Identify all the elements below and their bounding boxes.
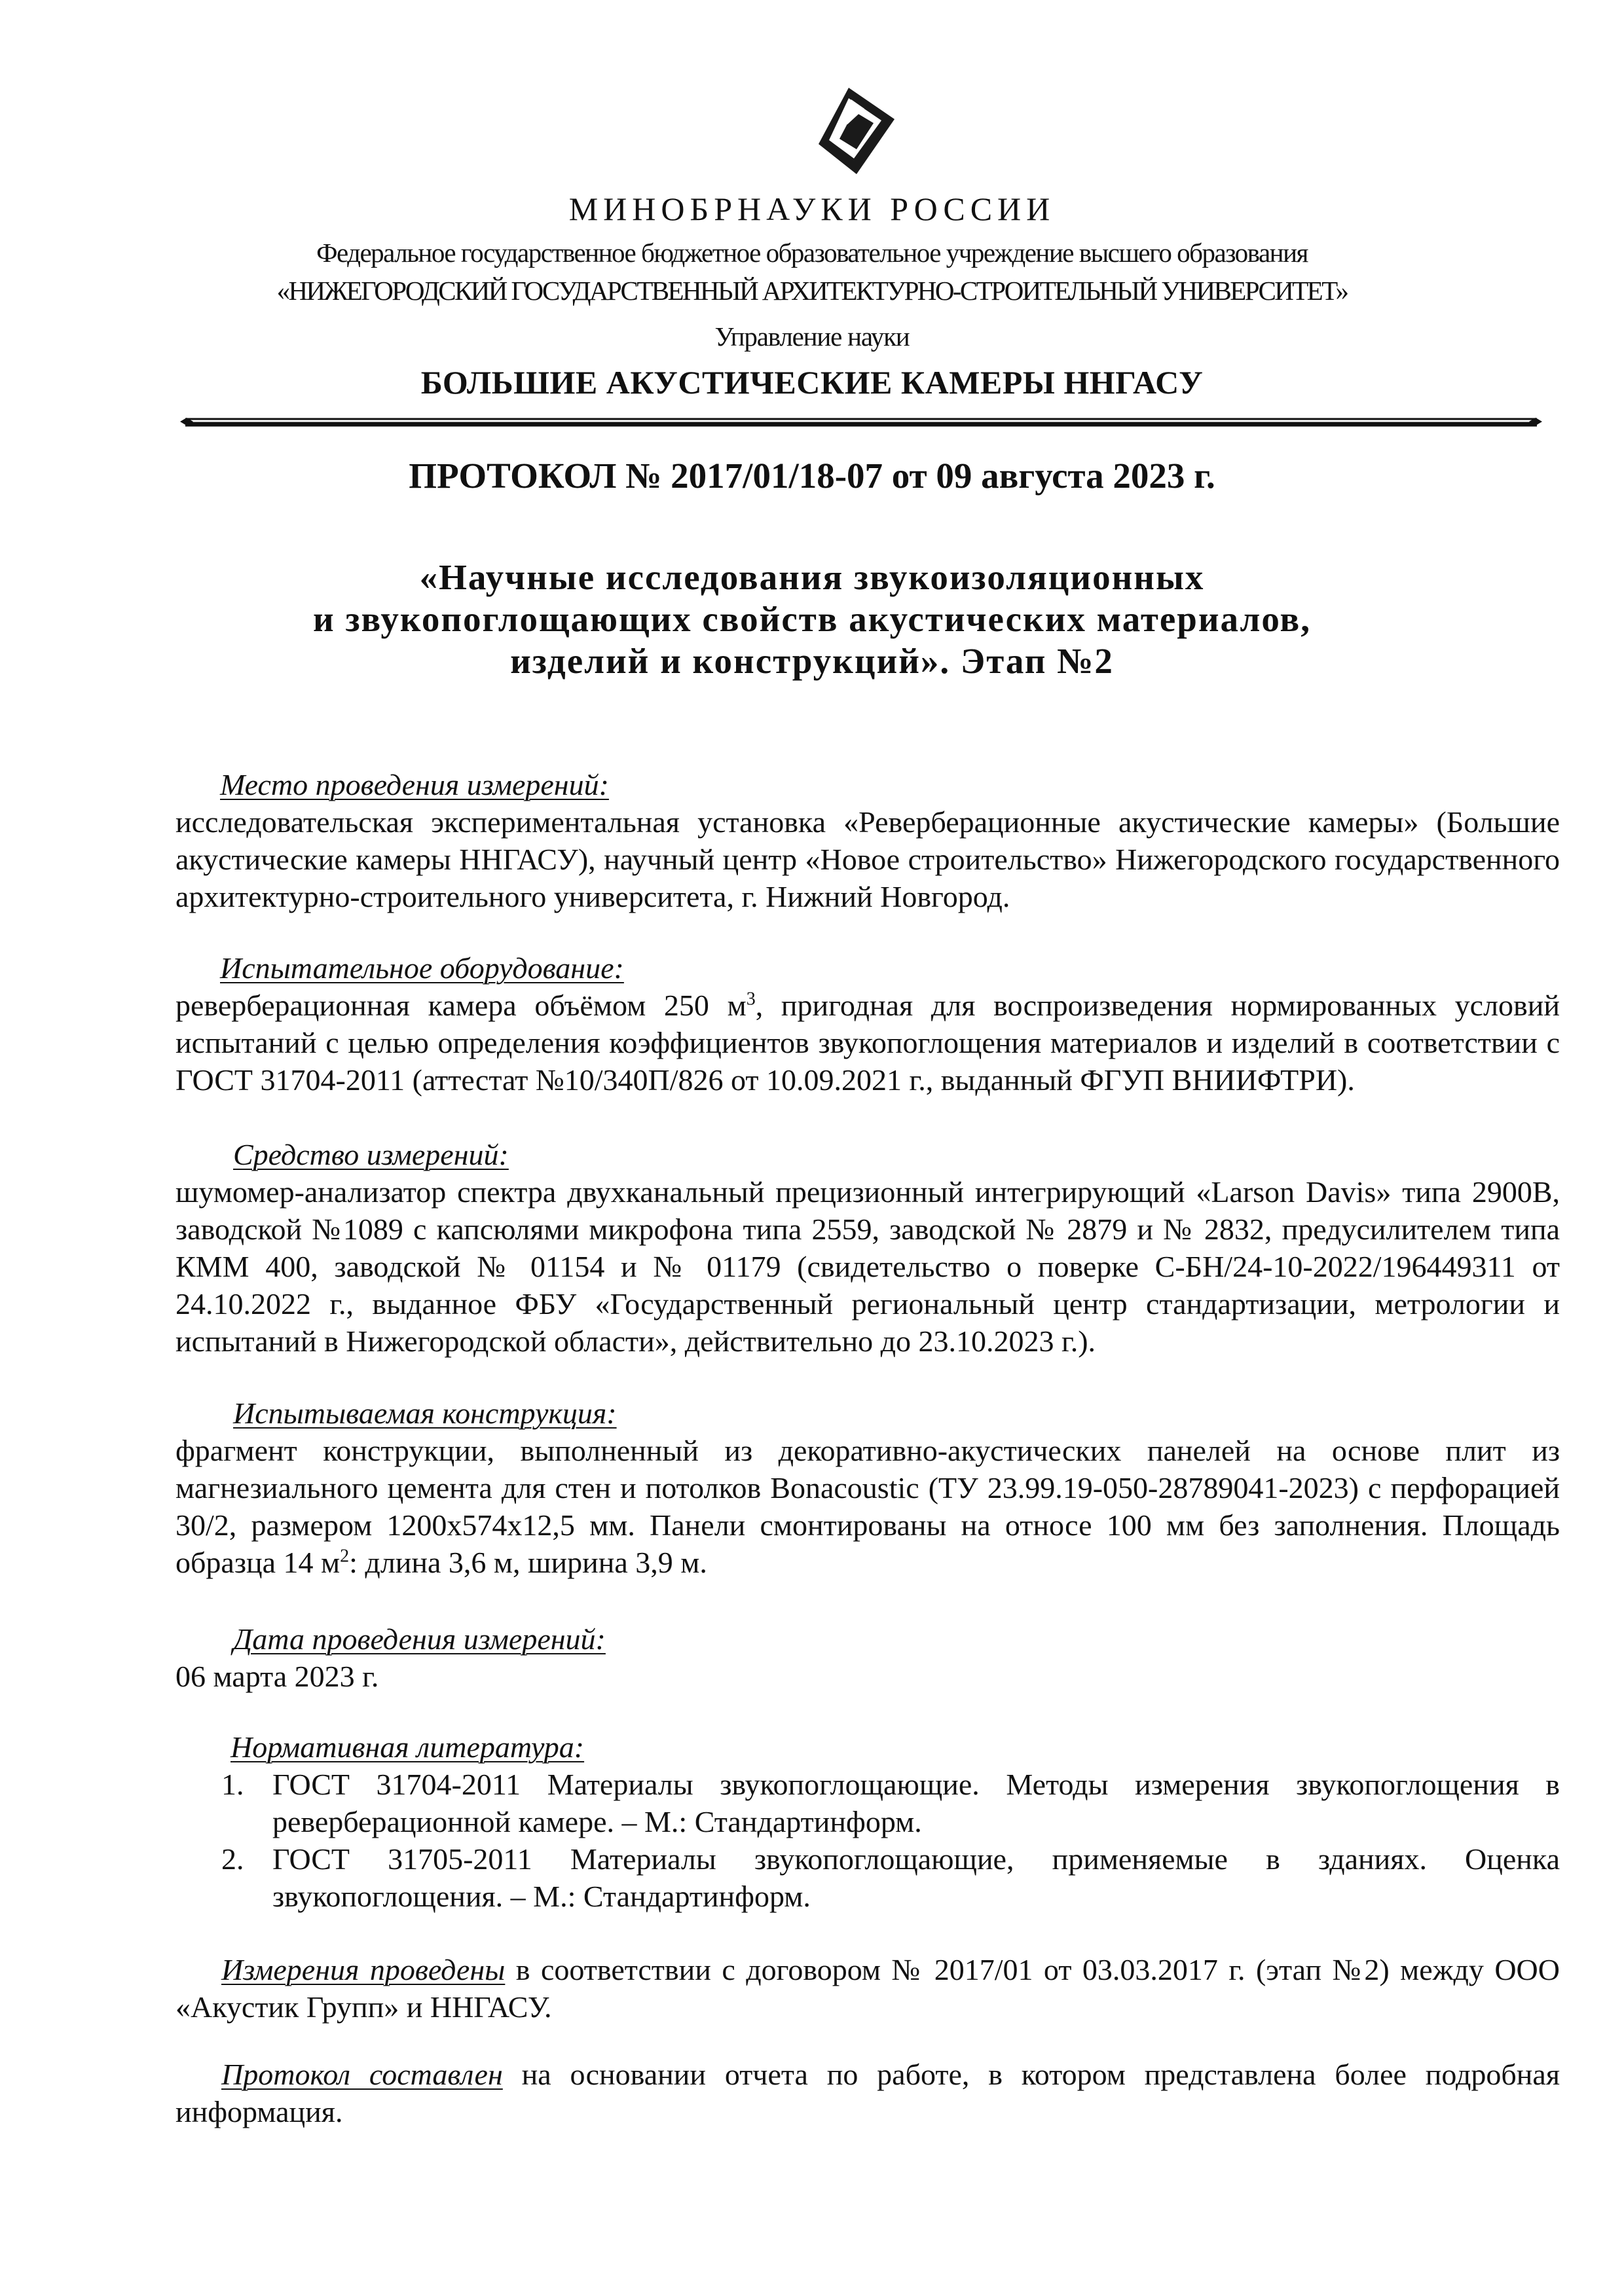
section-contract [175, 1951, 1560, 2026]
location-text: исследовательская экспериментальная установка «Реверберационные акустические камеры» (Большие акустические камеры ННГАСУ), научный центр «Новое строительство» Нижегородского государственного архитектурно-строительного университета, г. Нижний Новгород. [175, 805, 1560, 913]
section-specimen [175, 1394, 1560, 1581]
institution-type: Федеральное государственное бюджетное образовательное учреждение высшего образования [316, 238, 1308, 268]
instrument-label: Средство измерений: [233, 1138, 509, 1171]
contract-text: в соответствии с договором № 2017/01 от 03.03.2017 г. (этап №2) между ООО «Акустик Групп» и ННГАСУ. [175, 1953, 1560, 2024]
location-label: Место проведения измерений: [220, 768, 609, 801]
section-date [175, 1620, 1560, 1695]
contract-label: Измерения проведены [221, 1953, 506, 1986]
list-item: 2. ГОСТ 31705-2011 Материалы звукопоглощающие, применяемые в зданиях. Оценка звукопоглощения. – М.: Стандартинформ. [221, 1842, 1560, 1913]
department-name: Управление науки [714, 321, 910, 352]
lab-name: БОЛЬШИЕ АКУСТИЧЕСКИЕ КАМЕРЫ ННГАСУ [420, 364, 1204, 401]
report-text: на основании отчета по работе, в котором представлена более подробная информация. [175, 2058, 1560, 2128]
section-location [175, 766, 1560, 915]
research-title [0, 556, 1624, 682]
protocol-title: ПРОТОКОЛ № 2017/01/18-07 от 09 августа 2023 г. [409, 456, 1215, 496]
date-label: Дата проведения измерений: [233, 1622, 606, 1656]
university-name: «НИЖЕГОРОДСКИЙ ГОСУДАРСТВЕННЫЙ АРХИТЕКТУРНО-СТРОИТЕЛЬНЫЙ УНИВЕРСИТЕТ» [276, 276, 1348, 306]
ministry-name: МИНОБРНАУКИ РОССИИ [568, 191, 1056, 227]
research-title-line-3: изделий и конструкций». Этап №2 [510, 641, 1114, 681]
research-title-line-2: и звукопоглощающих свойств акустических материалов, [313, 599, 1311, 639]
date-text: 06 марта 2023 г. [175, 1660, 379, 1693]
header-divider [180, 412, 1542, 432]
equipment-text: реверберационная камера объёмом 250 $м^3$, пригодная для воспроизведения нормированных условий испытаний с целью определения коэффициентов звукопоглощения материалов и изделий в соответствии с ГОСТ 31704-2011 (аттестат №10/340П/826 от 10.09.2021 г., выданный ФГУП ВНИИФТРИ). [175, 989, 1560, 1097]
section-report [175, 2056, 1560, 2130]
specimen-text: фрагмент конструкции, выполненный из декоративно-акустических панелей на основе плит из магнезиального цемента для стен и потолков Bonacoustic (ТУ 23.99.19-050-28789041-2023) с перфорацией 30/2, размером 1200x574x12,5 мм. Панели смонтированы на относе 100 мм без заполнения. Площадь образца 14 $м^2$: длина 3,6 м, ширина 3,9 м. [175, 1434, 1560, 1579]
section-literature [175, 1728, 1560, 1915]
list-item: 1. ГОСТ 31704-2011 Материалы звукопоглощающие. Методы измерения звукопоглощения в реверберационной камере. – М.: Стандартинформ. [221, 1768, 1560, 1838]
specimen-label: Испытываемая конструкция: [233, 1396, 617, 1430]
university-logo-icon [811, 85, 902, 177]
research-title-line-1: «Научные исследования звукоизоляционных [419, 557, 1205, 597]
report-label: Протокол составлен [221, 2058, 503, 2091]
section-instrument [175, 1136, 1560, 1360]
literature-list [175, 1766, 1560, 1915]
literature-label: Нормативная литература: [231, 1730, 585, 1764]
instrument-text: шумомер-анализатор спектра двухканальный прецизионный интегрирующий «Larson Davis» типа 2900В, заводской №1089 с капсюлями микрофона типа 2559, заводской № 2879 и № 2832, предусилителем типа КММ 400, заводской № 01154 и № 01179 (свидетельство о поверке С-БН/24-10-2022/196449311 от 24.10.2022 г., выданное ФБУ «Государственный региональный центр стандартизации, метрологии и испытаний в Нижегородской области», действительно до 23.10.2023 г.). [175, 1175, 1560, 1358]
equipment-label: Испытательное оборудование: [220, 951, 624, 985]
section-equipment [175, 949, 1560, 1099]
